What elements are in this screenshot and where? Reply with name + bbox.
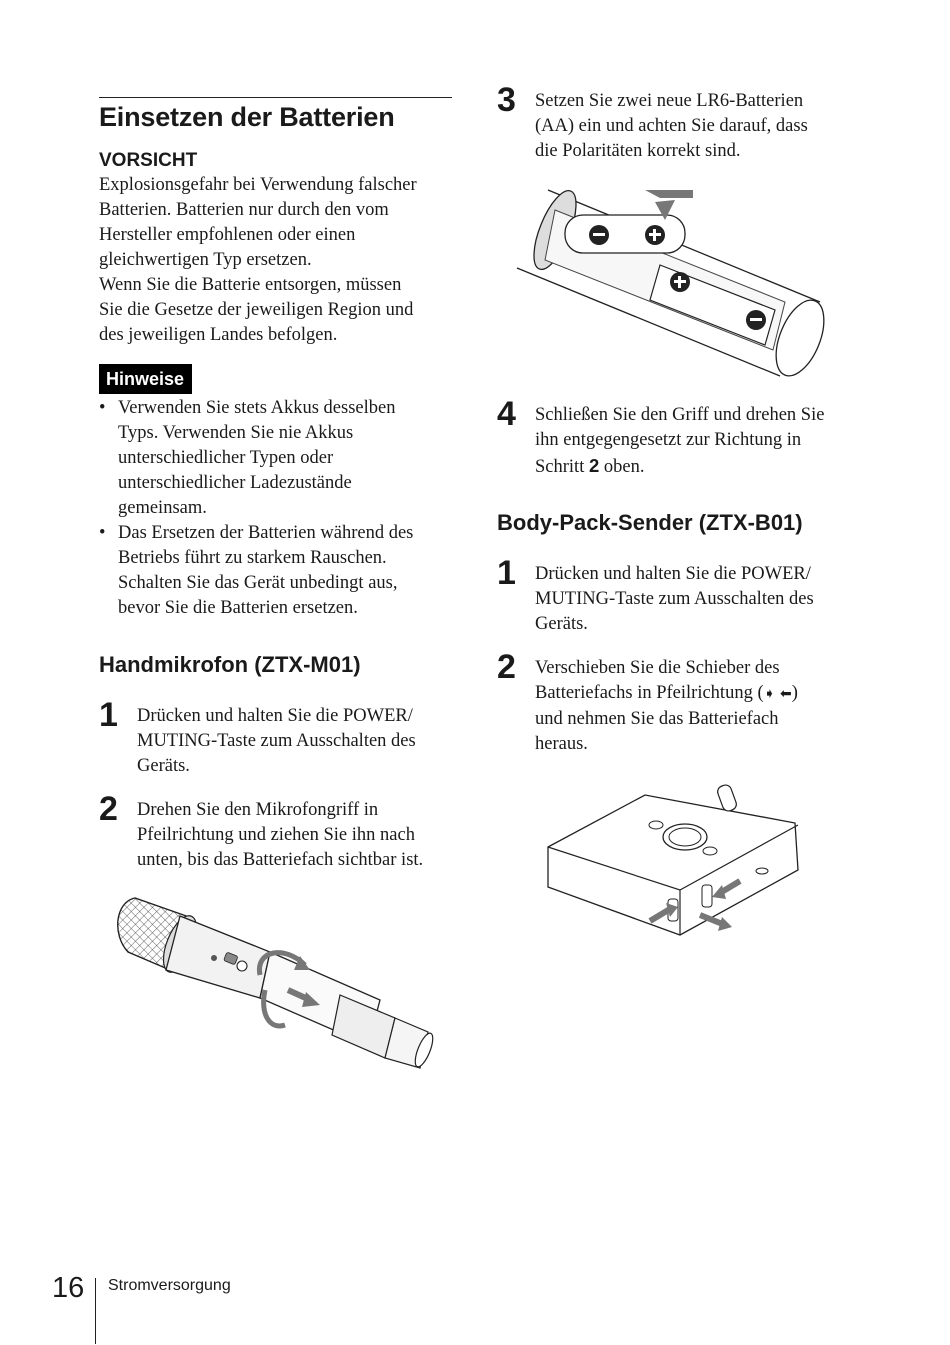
step-text — [535, 656, 855, 757]
note-line: unterschiedlicher Typen oder — [118, 448, 334, 468]
arrow-left-icon: ⬅ — [779, 687, 792, 702]
caution-heading: VORSICHT — [99, 150, 198, 171]
caution-text — [99, 173, 454, 348]
step-text — [137, 798, 457, 873]
title-rule — [99, 97, 452, 98]
step-line: Drehen Sie den Mikrofongriff in — [137, 800, 379, 820]
step-line-text: Schritt — [535, 457, 589, 477]
step-line: Pfeilrichtung und ziehen Sie ihn nach — [137, 825, 415, 845]
step-text — [535, 403, 855, 480]
step-line: Setzen Sie zwei neue LR6-Batterien — [535, 91, 804, 111]
step-text — [535, 562, 855, 637]
notes-badge: Hinweise — [99, 364, 192, 394]
caution-line: des jeweiligen Landes befolgen. — [99, 325, 338, 345]
handheld-heading: Handmikrofon (ZTX-M01) — [99, 652, 361, 677]
caution-line: Hersteller empfohlenen oder einen — [99, 225, 356, 245]
note-line: unterschiedlicher Ladezustände — [118, 473, 352, 493]
bodypack-heading: Body-Pack-Sender (ZTX-B01) — [497, 510, 803, 535]
bullet: • — [99, 523, 106, 543]
step-line — [535, 681, 855, 707]
step-line: Geräts. — [535, 614, 588, 634]
step-line: Schließen Sie den Griff und drehen Sie — [535, 405, 825, 425]
step-number: 2 — [99, 790, 118, 828]
note-item — [99, 396, 459, 521]
bodypack-illustration — [540, 775, 815, 940]
step-line: die Polaritäten korrekt sind. — [535, 141, 741, 161]
step-line: heraus. — [535, 734, 588, 754]
arrow-right-icon: ➧ — [763, 687, 776, 702]
step-line: MUTING-Taste zum Ausschalten des — [535, 589, 814, 609]
step-line-text: ) — [791, 683, 798, 703]
step-number: 3 — [497, 81, 516, 119]
page-number: 16 — [52, 1272, 85, 1304]
note-line: bevor Sie die Batterien ersetzen. — [118, 598, 358, 618]
note-line: Typs. Verwenden Sie nie Akkus — [118, 423, 354, 443]
step-number: 2 — [497, 648, 516, 686]
step-line: und nehmen Sie das Batteriefach — [535, 709, 779, 729]
notes-list — [99, 396, 459, 621]
note-line: Verwenden Sie stets Akkus desselben — [118, 398, 396, 418]
caution-line: Wenn Sie die Batterie entsorgen, müssen — [99, 275, 402, 295]
step-line-text: Batteriefachs in Pfeilrichtung ( — [535, 683, 764, 703]
step-text — [137, 704, 457, 779]
caution-line: Batterien. Batterien nur durch den vom — [99, 200, 389, 220]
step-line: Verschieben Sie die Schieber des — [535, 658, 780, 678]
step-line: ihn entgegengesetzt zur Richtung in — [535, 430, 802, 450]
step-line: Drücken und halten Sie die POWER/ — [137, 706, 413, 726]
note-item — [99, 521, 459, 621]
step-line: MUTING-Taste zum Ausschalten des — [137, 731, 416, 751]
step-line: unten, bis das Batteriefach sichtbar ist. — [137, 850, 424, 870]
microphone-illustration — [110, 890, 440, 1085]
step-number: 1 — [99, 696, 118, 734]
step-number: 1 — [497, 554, 516, 592]
note-line: Schalten Sie das Gerät unbedingt aus, — [118, 573, 398, 593]
step-line — [535, 453, 855, 480]
note-line: Betriebs führt zu starkem Rauschen. — [118, 548, 387, 568]
note-line: Das Ersetzen der Batterien während des — [118, 523, 414, 543]
note-line: gemeinsam. — [118, 498, 207, 518]
bullet: • — [99, 398, 106, 418]
section-title: Einsetzen der Batterien — [99, 102, 395, 132]
step-line: Geräts. — [137, 756, 190, 776]
footer-divider — [95, 1278, 96, 1344]
step-reference: 2 — [588, 455, 600, 476]
battery-insertion-illustration — [515, 180, 835, 390]
caution-line: gleichwertigen Typ ersetzen. — [99, 250, 312, 270]
footer-section-label: Stromversorgung — [108, 1277, 231, 1294]
step-line-text: oben. — [599, 457, 645, 477]
step-line: (AA) ein und achten Sie darauf, dass — [535, 116, 808, 136]
step-text — [535, 89, 855, 164]
step-line: Drücken und halten Sie die POWER/ — [535, 564, 811, 584]
caution-line: Explosionsgefahr bei Verwendung falscher — [99, 175, 417, 195]
step-number: 4 — [497, 395, 516, 433]
caution-line: Sie die Gesetze der jeweiligen Region und — [99, 300, 414, 320]
